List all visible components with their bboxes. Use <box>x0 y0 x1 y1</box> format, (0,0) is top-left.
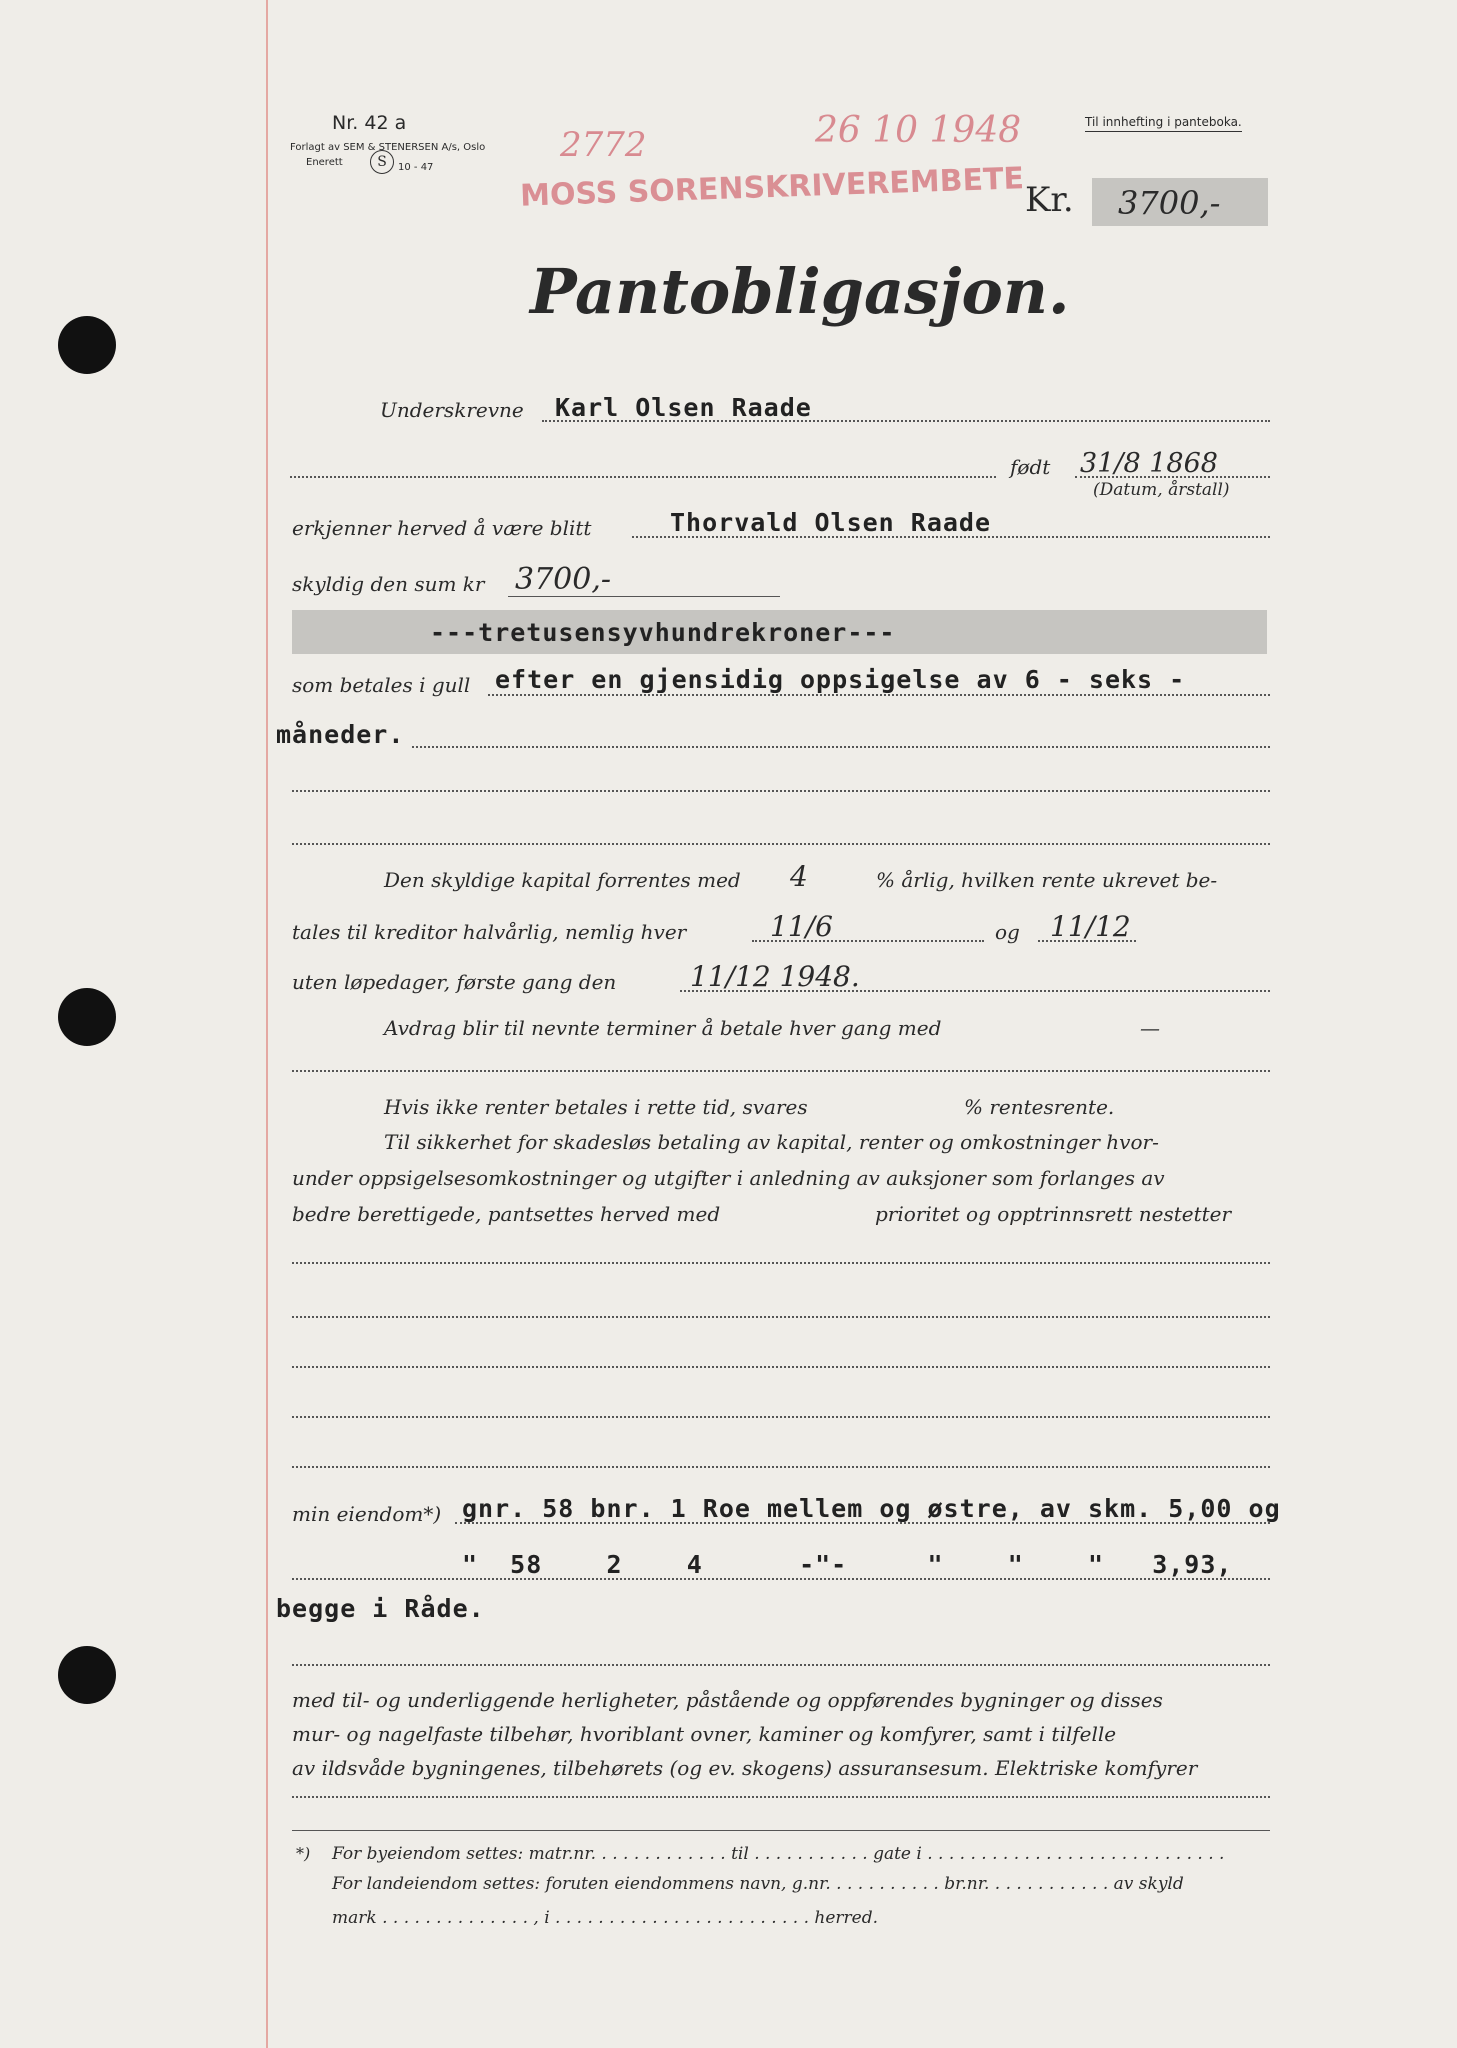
property-line2: " 58 2 4 -"- " " " 3,93, <box>462 1550 1233 1579</box>
publisher-date: 10 - 47 <box>398 162 434 173</box>
interest-line3-a: uten løpedager, første gang den <box>292 970 617 994</box>
born-value: 31/8 1868 <box>1080 448 1218 479</box>
interest-line1-a: Den skyldige kapital forrentes med <box>384 868 741 892</box>
clause-line2: mur- og nagelfaste tilbehør, hvoriblant ovner, kaminer og komfyrer, samt i tilfelle <box>292 1722 1117 1746</box>
security-line4-b: prioritet og opptrinnsrett nestetter <box>875 1202 1232 1226</box>
footnote-rule <box>292 1830 1270 1831</box>
dotted-line <box>488 694 1270 696</box>
dotted-line <box>292 1262 1270 1264</box>
dotted-line <box>292 843 1270 845</box>
amount-words: ---tretusensyvhundrekroner--- <box>430 618 896 647</box>
property-line1: gnr. 58 bnr. 1 Roe mellem og østre, av skm. 5,00 og <box>462 1494 1281 1523</box>
dotted-line <box>292 790 1270 792</box>
interest-line4: Avdrag blir til nevnte terminer å betale hver gang med <box>384 1016 942 1040</box>
security-line1-b: % rentesrente. <box>964 1095 1115 1119</box>
footnote-line3: mark . . . . . . . . . . . . . . , i . . . . . . . . . . . . . . . . . . . . . . . . herred. <box>332 1908 879 1928</box>
born-label: født <box>1010 455 1051 479</box>
margin-rule <box>266 0 268 2048</box>
property-line3: begge i Råde. <box>276 1594 485 1623</box>
publisher-line: Forlagt av SEM & STENERSEN A/s, Oslo <box>290 142 486 153</box>
date-stamp: 26 10 1948 <box>815 110 1022 151</box>
undersigned-label: Underskrevne <box>380 398 524 422</box>
dotted-line <box>1038 940 1136 942</box>
security-line1-a: Hvis ikke renter betales i rette tid, svares <box>384 1095 808 1119</box>
footnote-mark: *) <box>296 1844 311 1863</box>
clause-line1: med til- og underliggende herligheter, påstående og oppførendes bygninger og disses <box>292 1688 1163 1712</box>
dotted-line <box>632 536 1270 538</box>
interest-first-date: 11/12 1948. <box>690 960 860 993</box>
interest-rate: 4 <box>790 860 808 893</box>
footnote-line2: For landeiendom settes: foruten eiendommens navn, g.nr. . . . . . . . . . . br.nr. . . . . . . . . . . . av skyld <box>332 1874 1184 1894</box>
top-right-note: Til innhefting i panteboka. <box>1085 115 1242 132</box>
dotted-line <box>292 1416 1270 1418</box>
security-line3: under oppsigelsesomkostninger og utgifter i anledning av auksjoner som forlanges av <box>292 1166 1165 1190</box>
punch-hole <box>58 988 116 1046</box>
dotted-line <box>292 1578 1270 1580</box>
interest-date1: 11/6 <box>770 910 833 943</box>
paid-label: som betales i gull <box>292 673 471 697</box>
dotted-line <box>1075 476 1270 478</box>
owe-label: skyldig den sum kr <box>292 572 485 596</box>
interest-line2-b: og <box>995 920 1020 944</box>
interest-line2-a: tales til kreditor halvårlig, nemlig hver <box>292 920 687 944</box>
dotted-line <box>292 1070 1270 1072</box>
document-title: Pantobligasjon. <box>530 255 1070 328</box>
punch-hole <box>58 1646 116 1704</box>
dotted-line <box>290 476 996 478</box>
dotted-line <box>292 1466 1270 1468</box>
dotted-line <box>542 420 1270 422</box>
publisher-logo: S <box>370 150 394 174</box>
interest-line4-dash: — <box>1140 1016 1160 1040</box>
born-hint: (Datum, årstall) <box>1093 480 1230 500</box>
property-label: min eiendom*) <box>292 1502 442 1526</box>
dotted-line <box>292 1796 1270 1798</box>
form-number: Nr. 42 a <box>332 112 407 134</box>
dotted-line <box>292 1664 1270 1666</box>
publisher-enerett: Enerett <box>306 157 343 168</box>
interest-line1-b: % årlig, hvilken rente ukrevet be- <box>876 868 1218 892</box>
dotted-line <box>752 940 984 942</box>
clause-line3: av ildsvåde bygningenes, tilbehørets (og ev. skogens) assuransesum. Elektriske komfyrer <box>292 1756 1198 1780</box>
office-stamp: MOSS SORENSKRIVEREMBETE <box>519 161 1025 214</box>
interest-date2: 11/12 <box>1050 910 1131 943</box>
dotted-line <box>292 1366 1270 1368</box>
punch-hole <box>58 316 116 374</box>
acknowledge-label: erkjenner herved å være blitt <box>292 516 592 540</box>
kr-amount: 3700,- <box>1118 184 1221 222</box>
underline <box>508 596 780 597</box>
security-line4-a: bedre berettigede, pantsettes herved med <box>292 1202 721 1226</box>
paid-value-line1: efter en gjensidig oppsigelse av 6 - seks - <box>495 665 1186 694</box>
dotted-line <box>412 746 1270 748</box>
dok-number: 2772 <box>560 125 647 165</box>
security-line2: Til sikkerhet for skadesløs betaling av kapital, renter og omkostninger hvor- <box>384 1130 1159 1154</box>
owe-value: 3700,- <box>515 562 612 597</box>
undersigned-value: Karl Olsen Raade <box>555 393 812 422</box>
footnote-line1: For byeiendom settes: matr.nr. . . . . . . . . . . . . til . . . . . . . . . . . gate i . . . . . . . . . . . . . . . . . . . . . . . . . . . . <box>332 1844 1225 1864</box>
acknowledge-value: Thorvald Olsen Raade <box>670 508 992 537</box>
dotted-line <box>455 1522 1270 1524</box>
paid-value-line2: måneder. <box>276 720 405 749</box>
kr-label: Kr. <box>1025 180 1074 220</box>
dotted-line <box>292 1316 1270 1318</box>
dotted-line <box>680 990 1270 992</box>
